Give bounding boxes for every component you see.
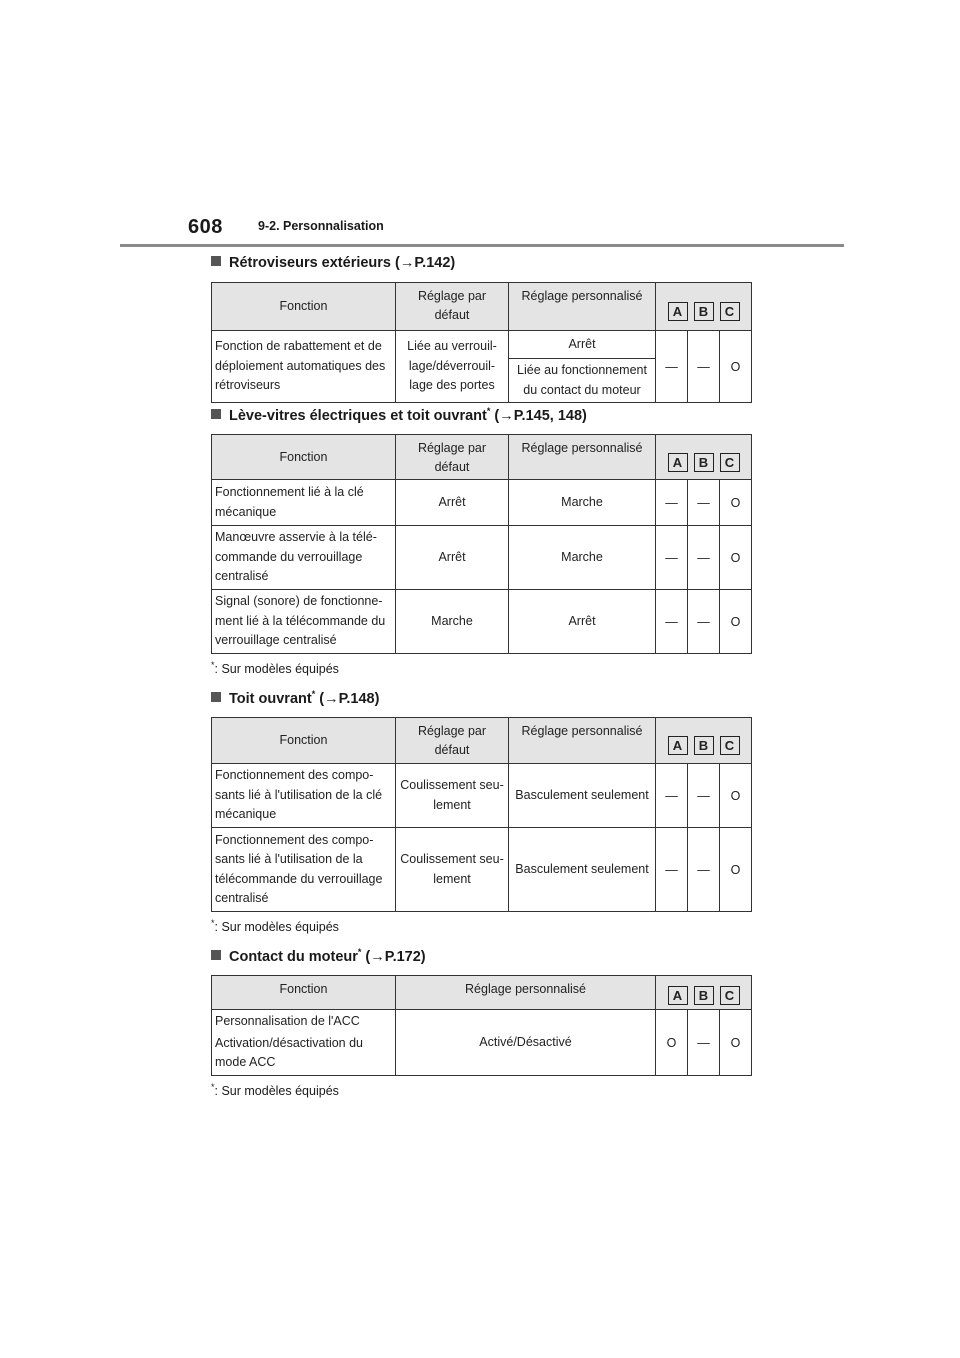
letter-c: C bbox=[720, 302, 740, 321]
col-fonction: Fonction bbox=[212, 976, 396, 1010]
cell-b: — bbox=[688, 590, 720, 654]
table-row bbox=[212, 1010, 752, 1076]
section-retroviseurs bbox=[211, 252, 751, 403]
cell-perso: Basculement seulement bbox=[509, 828, 656, 912]
cell-a: — bbox=[656, 590, 688, 654]
page-number: 608 bbox=[188, 216, 223, 238]
cell-c: O bbox=[720, 828, 752, 912]
cell-a: — bbox=[656, 828, 688, 912]
page-reference: →P.142) bbox=[399, 255, 456, 271]
letter-c: C bbox=[720, 736, 740, 755]
letter-b: B bbox=[694, 453, 714, 472]
cell-defaut: Coulissement seu-lement bbox=[396, 764, 509, 828]
section-heading bbox=[211, 405, 751, 427]
col-perso: Réglage personnalisé bbox=[509, 435, 656, 480]
cell-b: — bbox=[688, 526, 720, 590]
table-row bbox=[212, 828, 752, 912]
bullet-square-icon bbox=[211, 950, 221, 960]
chapter-title: 9-2. Personnalisation bbox=[258, 219, 384, 233]
cell-fonction bbox=[212, 1010, 396, 1076]
footnote-text: : Sur modèles équipés bbox=[214, 920, 339, 935]
col-letters bbox=[656, 283, 752, 331]
col-defaut: Réglage par défaut bbox=[396, 283, 509, 331]
col-fonction: Fonction bbox=[212, 283, 396, 331]
letter-a: A bbox=[668, 453, 688, 472]
table-row bbox=[212, 480, 752, 526]
table-row bbox=[212, 764, 752, 828]
section-toit-ouvrant bbox=[211, 688, 751, 936]
cell-b: — bbox=[688, 828, 720, 912]
cell-defaut: Coulissement seu-lement bbox=[396, 828, 509, 912]
footnote bbox=[211, 1082, 751, 1100]
section-title: Toit ouvrant bbox=[229, 691, 312, 707]
cell-c: O bbox=[720, 1010, 752, 1076]
cell-perso: Arrêt bbox=[509, 590, 656, 654]
col-letters bbox=[656, 976, 752, 1010]
cell-fonction: Fonctionnement des compo-sants lié à l'utilisation de la clé mécanique bbox=[212, 764, 396, 828]
footnote-marker: * bbox=[211, 660, 215, 670]
settings-table bbox=[211, 434, 752, 654]
cell-c: O bbox=[720, 480, 752, 526]
col-fonction: Fonction bbox=[212, 718, 396, 764]
cell-a: — bbox=[656, 764, 688, 828]
cell-fonction: Fonctionnement des compo-sants lié à l'utilisation de la télécommande du verrouillage centralisé bbox=[212, 828, 396, 912]
col-letters bbox=[656, 718, 752, 764]
section-heading bbox=[211, 946, 751, 968]
cell-fonction: Manœuvre asservie à la télé-commande du verrouillage centralisé bbox=[212, 526, 396, 590]
letter-a: A bbox=[668, 986, 688, 1005]
bullet-square-icon bbox=[211, 256, 221, 266]
letter-c: C bbox=[720, 453, 740, 472]
table-row bbox=[212, 590, 752, 654]
cell-b: — bbox=[688, 1010, 720, 1076]
bullet-square-icon bbox=[211, 692, 221, 702]
settings-table bbox=[211, 717, 752, 912]
footnote bbox=[211, 918, 751, 936]
cell-a: — bbox=[656, 331, 688, 403]
col-perso: Réglage personnalisé bbox=[509, 283, 656, 331]
letter-b: B bbox=[694, 986, 714, 1005]
cell-fonction: Fonction de rabattement et de déploiement automatiques des rétroviseurs bbox=[212, 331, 396, 403]
cell-c: O bbox=[720, 526, 752, 590]
cell-c: O bbox=[720, 331, 752, 403]
section-title: Rétroviseurs extérieurs ( bbox=[229, 255, 400, 271]
page-reference: (→P.145, 148) bbox=[490, 408, 587, 424]
footnote-text: : Sur modèles équipés bbox=[214, 662, 339, 677]
cell-a: O bbox=[656, 1010, 688, 1076]
footnote-marker: * bbox=[211, 1082, 215, 1092]
cell-perso: Marche bbox=[509, 526, 656, 590]
cell-fonction: Signal (sonore) de fonctionne-ment lié à la télécommande du verrouillage centralisé bbox=[212, 590, 396, 654]
cell-perso: Arrêt bbox=[509, 331, 656, 359]
header-rule bbox=[120, 244, 844, 247]
section-title: Lève-vitres électriques et toit ouvrant bbox=[229, 408, 487, 424]
cell-c: O bbox=[720, 764, 752, 828]
footnote-marker: * bbox=[311, 689, 316, 699]
footnote bbox=[211, 660, 751, 678]
letter-a: A bbox=[668, 736, 688, 755]
cell-defaut: Liée au verrouil-lage/déverrouil-lage des portes bbox=[396, 331, 509, 403]
cell-b: — bbox=[688, 764, 720, 828]
bullet-square-icon bbox=[211, 409, 221, 419]
fonction-line: Personnalisation de l'ACC bbox=[215, 1014, 360, 1028]
section-heading bbox=[211, 252, 751, 274]
section-leve-vitres bbox=[211, 405, 751, 678]
page-reference: (→P.172) bbox=[361, 949, 426, 965]
section-title: Contact du moteur bbox=[229, 949, 358, 965]
cell-c: O bbox=[720, 590, 752, 654]
page-reference: (→P.148) bbox=[315, 691, 380, 707]
cell-defaut: Arrêt bbox=[396, 480, 509, 526]
settings-table bbox=[211, 975, 752, 1076]
cell-fonction: Fonctionnement lié à la clé mécanique bbox=[212, 480, 396, 526]
letter-b: B bbox=[694, 302, 714, 321]
letter-b: B bbox=[694, 736, 714, 755]
cell-defaut: Marche bbox=[396, 590, 509, 654]
fonction-line: Activation/désactivation du mode ACC bbox=[215, 1035, 364, 1069]
cell-perso: Liée au fonctionnement du contact du moteur bbox=[509, 359, 656, 403]
settings-table bbox=[211, 282, 752, 403]
col-perso: Réglage personnalisé bbox=[396, 976, 656, 1010]
cell-perso: Activé/Désactivé bbox=[396, 1010, 656, 1076]
cell-perso: Basculement seulement bbox=[509, 764, 656, 828]
cell-a: — bbox=[656, 526, 688, 590]
footnote-text: : Sur modèles équipés bbox=[214, 1084, 339, 1099]
footnote-marker: * bbox=[486, 406, 491, 416]
section-contact-moteur bbox=[211, 946, 751, 1100]
col-perso: Réglage personnalisé bbox=[509, 718, 656, 764]
col-defaut: Réglage par défaut bbox=[396, 718, 509, 764]
col-letters bbox=[656, 435, 752, 480]
footnote-marker: * bbox=[211, 918, 215, 928]
cell-b: — bbox=[688, 331, 720, 403]
table-row bbox=[212, 526, 752, 590]
cell-b: — bbox=[688, 480, 720, 526]
cell-a: — bbox=[656, 480, 688, 526]
col-fonction: Fonction bbox=[212, 435, 396, 480]
cell-perso: Marche bbox=[509, 480, 656, 526]
footnote-marker: * bbox=[357, 947, 362, 957]
letter-a: A bbox=[668, 302, 688, 321]
letter-c: C bbox=[720, 986, 740, 1005]
section-heading bbox=[211, 688, 751, 710]
cell-defaut: Arrêt bbox=[396, 526, 509, 590]
col-defaut: Réglage par défaut bbox=[396, 435, 509, 480]
